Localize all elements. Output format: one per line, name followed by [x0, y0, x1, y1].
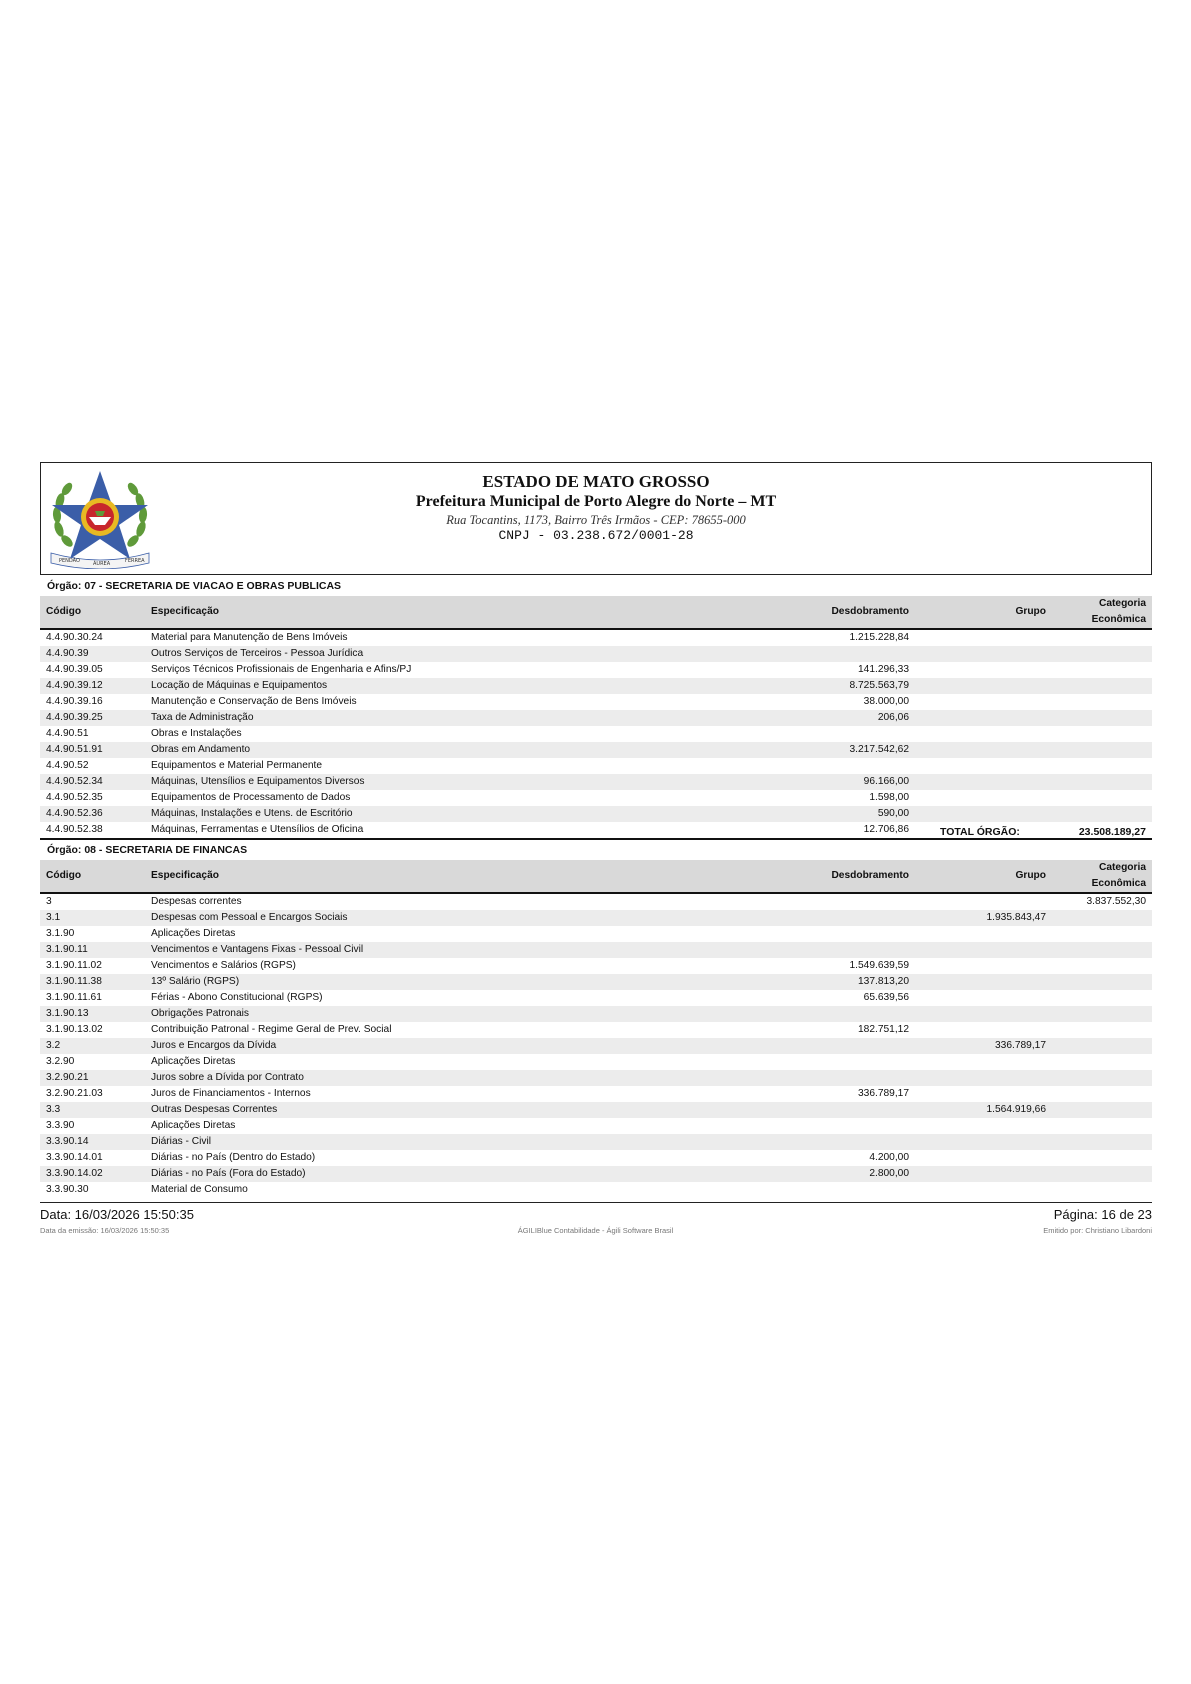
cell-categoria [1052, 1086, 1152, 1102]
cell-codigo: 4.4.90.39.12 [40, 678, 145, 694]
footer-divider [40, 1202, 1152, 1203]
cell-categoria [1052, 758, 1152, 774]
cell-grupo [915, 790, 1052, 806]
table-row [40, 629, 1152, 646]
table-row [40, 1182, 1152, 1198]
table-row [40, 942, 1152, 958]
col-desdobramento: Desdobramento [675, 860, 915, 893]
cell-categoria [1052, 974, 1152, 990]
cell-categoria [1052, 1102, 1152, 1118]
footer-software: ÁGILIBlue Contabilidade - Ágili Software Brasil [517, 1226, 674, 1235]
cell-especificacao: Obrigações Patronais [145, 1006, 675, 1022]
cell-grupo [915, 958, 1052, 974]
cell-codigo: 3.3 [40, 1102, 145, 1118]
cell-codigo: 4.4.90.52.36 [40, 806, 145, 822]
cell-especificacao: Juros de Financiamentos - Internos [151, 1088, 311, 1099]
header-text-block [41, 472, 1151, 544]
table-row [40, 806, 1152, 822]
cell-desdobramento [675, 926, 915, 942]
cell-especificacao: Serviços Técnicos Profissionais de Engenharia e Afins/PJ [151, 664, 412, 675]
table-header-row [40, 596, 1152, 629]
cell-categoria [1052, 710, 1152, 726]
table-row [40, 646, 1152, 662]
prefeitura-cnpj: CNPJ - 03.238.672/0001-28 [498, 528, 694, 543]
col-desdobramento: Desdobramento [675, 596, 915, 629]
cell-especificacao: Taxa de Administração [145, 710, 675, 726]
footer-date: Data: 16/03/2026 15:50:35 [40, 1207, 194, 1222]
table-row [40, 678, 1152, 694]
cell-codigo: 3 [46, 896, 52, 907]
report-header [40, 462, 1152, 575]
cell-codigo: 4.4.90.39.05 [46, 664, 103, 675]
col-especificacao: Especificação [145, 596, 675, 629]
cell-categoria [1052, 1166, 1152, 1182]
cell-grupo [915, 694, 1052, 710]
footer-page-number: Página: 16 de 23 [1053, 1207, 1152, 1222]
cell-desdobramento [675, 726, 915, 742]
cell-grupo [915, 942, 1052, 958]
cell-especificacao: Máquinas, Utensílios e Equipamentos Diversos [145, 774, 675, 790]
cell-desdobramento: 137.813,20 [675, 974, 915, 990]
cell-especificacao: Equipamentos e Material Permanente [151, 760, 323, 771]
cell-grupo [915, 1054, 1052, 1070]
cell-especificacao: Outras Despesas Correntes [145, 1102, 675, 1118]
cell-codigo: 3.1.90.11.38 [40, 974, 145, 990]
table-row [40, 662, 1152, 678]
table-row [40, 1006, 1152, 1022]
cell-grupo [915, 1118, 1052, 1134]
prefeitura-address: Rua Tocantins, 1173, Bairro Três Irmãos - CEP: 78655-000 [446, 513, 746, 527]
total-value: 23.508.189,27 [1078, 826, 1146, 838]
cell-especificacao: Máquinas, Ferramentas e Utensílios de Oficina [145, 822, 675, 839]
cell-codigo: 4.4.90.52.34 [40, 774, 145, 790]
cell-especificacao: Vencimentos e Vantagens Fixas - Pessoal Civil [145, 942, 675, 958]
svg-text:ÁUREA: ÁUREA [93, 561, 111, 567]
cell-grupo [915, 629, 1052, 646]
cell-grupo [915, 758, 1052, 774]
cell-categoria [1052, 1022, 1152, 1038]
cell-grupo [915, 726, 1052, 742]
cell-especificacao: Material de Consumo [151, 1184, 248, 1195]
cell-desdobramento [675, 942, 915, 958]
col-especificacao: Especificação [145, 860, 675, 893]
cell-categoria [1052, 1038, 1152, 1054]
cell-especificacao: Máquinas, Instalações e Utens. de Escritório [145, 806, 675, 822]
table-row [40, 1086, 1152, 1102]
cell-codigo: 3.2.90 [46, 1056, 75, 1067]
cell-especificacao: Obras e Instalações [151, 728, 242, 739]
cell-desdobramento [675, 1102, 915, 1118]
cell-categoria [1052, 629, 1152, 646]
cell-desdobramento: 2.800,00 [675, 1166, 915, 1182]
svg-text:PENDÃO: PENDÃO [59, 558, 80, 564]
table-row [40, 974, 1152, 990]
cell-codigo: 4.4.90.51.91 [40, 742, 145, 758]
cell-desdobramento: 38.000,00 [863, 696, 909, 707]
cell-especificacao: Contribuição Patronal - Regime Geral de Prev. Social [151, 1024, 392, 1035]
cell-grupo [915, 774, 1052, 790]
cell-grupo [915, 1182, 1052, 1198]
orgao-08-table [40, 860, 1152, 1198]
cell-especificacao: Manutenção e Conservação de Bens Imóveis [151, 696, 357, 707]
cell-desdobramento [675, 893, 915, 910]
cell-codigo: 3.3.90.30 [46, 1184, 89, 1195]
cell-codigo: 3.1.90.11 [40, 942, 145, 958]
cell-codigo: 3.2.90.21 [40, 1070, 145, 1086]
cell-grupo: 1.564.919,66 [915, 1102, 1052, 1118]
cell-especificacao: Outros Serviços de Terceiros - Pessoa Jurídica [145, 646, 675, 662]
cell-desdobramento [675, 758, 915, 774]
cell-categoria [1052, 774, 1152, 790]
cell-desdobramento: 1.598,00 [869, 792, 909, 803]
cell-especificacao: Diárias - no País (Dentro do Estado) [151, 1152, 316, 1163]
cell-codigo: 4.4.90.39 [40, 646, 145, 662]
cell-categoria [1052, 1150, 1152, 1166]
cell-categoria [1052, 662, 1152, 678]
orgao-07-table [40, 596, 1152, 840]
cell-grupo [915, 1166, 1052, 1182]
cell-desdobramento [675, 1070, 915, 1086]
cell-desdobramento: 12.706,86 [675, 822, 915, 839]
cell-grupo [915, 742, 1052, 758]
cell-especificacao: Juros sobre a Dívida por Contrato [145, 1070, 675, 1086]
state-name: ESTADO DE MATO GROSSO [482, 472, 710, 491]
table-row [40, 726, 1152, 742]
cell-codigo: 4.4.90.52 [46, 760, 89, 771]
total-label: TOTAL ÓRGÃO: [940, 826, 1020, 838]
cell-grupo [915, 974, 1052, 990]
cell-grupo: 336.789,17 [915, 1038, 1052, 1054]
cell-grupo [915, 646, 1052, 662]
cell-desdobramento [675, 1054, 915, 1070]
cell-categoria [1052, 990, 1152, 1006]
cell-desdobramento [675, 1038, 915, 1054]
col-codigo: Código [40, 596, 145, 629]
cell-codigo: 3.1.90 [46, 928, 75, 939]
table-row [40, 1022, 1152, 1038]
cell-categoria [1052, 1054, 1152, 1070]
cell-desdobramento [675, 1118, 915, 1134]
cell-desdobramento [675, 1182, 915, 1198]
cell-desdobramento: 182.751,12 [858, 1024, 909, 1035]
cell-codigo: 3.3.90.14 [40, 1134, 145, 1150]
cell-codigo: 4.4.90.30.24 [46, 632, 103, 643]
table-row [40, 1038, 1152, 1054]
table-header-row [40, 860, 1152, 893]
cell-especificacao: Férias - Abono Constitucional (RGPS) [151, 992, 323, 1003]
cell-categoria [1052, 1070, 1152, 1086]
cell-desdobramento: 4.200,00 [869, 1152, 909, 1163]
cell-grupo [915, 1006, 1052, 1022]
table-row [40, 990, 1152, 1006]
footer-emission-date: Data da emissão: 16/03/2026 15:50:35 [40, 1226, 170, 1235]
cell-codigo: 4.4.90.52.38 [40, 822, 145, 839]
cell-codigo: 3.3.90 [46, 1120, 75, 1131]
cell-especificacao: Equipamentos de Processamento de Dados [151, 792, 351, 803]
table-row [40, 1150, 1152, 1166]
cell-desdobramento: 8.725.563,79 [675, 678, 915, 694]
cell-desdobramento: 141.296,33 [858, 664, 909, 675]
cell-grupo [915, 926, 1052, 942]
cell-desdobramento [675, 1006, 915, 1022]
cell-especificacao: Aplicações Diretas [151, 1056, 236, 1067]
cell-codigo: 3.1.90.11.02 [46, 960, 102, 971]
col-categoria: Categoria Econômica [1052, 596, 1152, 629]
table-row [40, 926, 1152, 942]
cell-especificacao: Aplicações Diretas [151, 1120, 236, 1131]
cell-codigo: 3.2.90.21.03 [46, 1088, 103, 1099]
cell-desdobramento: 1.549.639,59 [849, 960, 909, 971]
col-codigo: Código [40, 860, 145, 893]
cell-codigo: 3.3.90.14.02 [40, 1166, 145, 1182]
cell-especificacao: Juros e Encargos da Dívida [145, 1038, 675, 1054]
cell-desdobramento [675, 646, 915, 662]
cell-especificacao: 13º Salário (RGPS) [145, 974, 675, 990]
cell-codigo: 3.1.90.11.61 [46, 992, 102, 1003]
cell-especificacao: Diárias - Civil [145, 1134, 675, 1150]
orgao-07-total [40, 824, 1152, 840]
cell-categoria [1052, 910, 1152, 926]
table-row [40, 1118, 1152, 1134]
table-row [40, 1102, 1152, 1118]
table-row [40, 758, 1152, 774]
cell-categoria [1052, 726, 1152, 742]
cell-categoria [1052, 958, 1152, 974]
cell-grupo [915, 678, 1052, 694]
cell-grupo: 1.935.843,47 [915, 910, 1052, 926]
cell-desdobramento: 206,06 [675, 710, 915, 726]
cell-codigo: 3.3.90.14.01 [46, 1152, 103, 1163]
col-grupo: Grupo [915, 860, 1052, 893]
cell-categoria [1052, 1006, 1152, 1022]
table-row [40, 1134, 1152, 1150]
cell-desdobramento: 3.217.542,62 [675, 742, 915, 758]
cell-codigo: 4.4.90.39.25 [40, 710, 145, 726]
cell-categoria [1052, 1118, 1152, 1134]
cell-codigo: 4.4.90.52.35 [46, 792, 103, 803]
cell-desdobramento: 590,00 [675, 806, 915, 822]
cell-desdobramento: 65.639,56 [863, 992, 909, 1003]
cell-codigo: 3.2 [40, 1038, 145, 1054]
cell-codigo: 3.1.90.13 [40, 1006, 145, 1022]
cell-especificacao: Diárias - no País (Fora do Estado) [145, 1166, 675, 1182]
cell-especificacao: Obras em Andamento [145, 742, 675, 758]
col-categoria: Categoria Econômica [1052, 860, 1152, 893]
cell-codigo: 4.4.90.39.16 [46, 696, 103, 707]
cell-categoria [1052, 646, 1152, 662]
cell-grupo [915, 1022, 1052, 1038]
table-row [40, 790, 1152, 806]
cell-especificacao: Despesas correntes [151, 896, 242, 907]
cell-categoria [1052, 742, 1152, 758]
orgao-07-title: Órgão: 07 - SECRETARIA DE VIACAO E OBRAS PUBLICAS [47, 580, 342, 592]
cell-grupo [915, 1150, 1052, 1166]
table-row [40, 694, 1152, 710]
cell-grupo [915, 990, 1052, 1006]
cell-grupo [915, 1134, 1052, 1150]
cell-especificacao: Locação de Máquinas e Equipamentos [145, 678, 675, 694]
cell-desdobramento [675, 1134, 915, 1150]
table-row [40, 958, 1152, 974]
cell-grupo [915, 806, 1052, 822]
table-row [40, 1054, 1152, 1070]
col-grupo: Grupo [915, 596, 1052, 629]
cell-especificacao: Aplicações Diretas [151, 928, 236, 939]
cell-especificacao: Material para Manutenção de Bens Imóveis [151, 632, 348, 643]
table-row [40, 1166, 1152, 1182]
cell-categoria [1052, 1182, 1152, 1198]
table-row [40, 710, 1152, 726]
table-row [40, 1070, 1152, 1086]
table-row [40, 893, 1152, 910]
cell-especificacao: Vencimentos e Salários (RGPS) [151, 960, 296, 971]
cell-desdobramento: 1.215.228,84 [849, 632, 909, 643]
cell-desdobramento [675, 910, 915, 926]
table-row [40, 774, 1152, 790]
footer-issued-by: Emitido por: Christiano Libardoni [1043, 1226, 1152, 1235]
cell-desdobramento: 96.166,00 [675, 774, 915, 790]
cell-grupo [915, 710, 1052, 726]
cell-categoria [1052, 790, 1152, 806]
cell-grupo [915, 893, 1052, 910]
cell-codigo: 3.1.90.13.02 [46, 1024, 103, 1035]
cell-categoria [1052, 678, 1152, 694]
cell-categoria [1052, 694, 1152, 710]
cell-desdobramento: 336.789,17 [858, 1088, 909, 1099]
cell-categoria: 3.837.552,30 [1086, 896, 1146, 907]
cell-categoria [1052, 806, 1152, 822]
svg-text:FERREA: FERREA [125, 558, 145, 564]
cell-especificacao: Despesas com Pessoal e Encargos Sociais [145, 910, 675, 926]
orgao-08-title: Órgão: 08 - SECRETARIA DE FINANCAS [47, 844, 248, 856]
cell-categoria [1052, 942, 1152, 958]
table-row [40, 742, 1152, 758]
cell-grupo [915, 1086, 1052, 1102]
cell-categoria [1052, 926, 1152, 942]
cell-grupo [915, 662, 1052, 678]
cell-grupo [915, 1070, 1052, 1086]
cell-codigo: 4.4.90.51 [46, 728, 89, 739]
table-row [40, 910, 1152, 926]
cell-codigo: 3.1 [40, 910, 145, 926]
cell-categoria [1052, 1134, 1152, 1150]
prefeitura-name: Prefeitura Municipal de Porto Alegre do Norte – MT [415, 493, 777, 510]
